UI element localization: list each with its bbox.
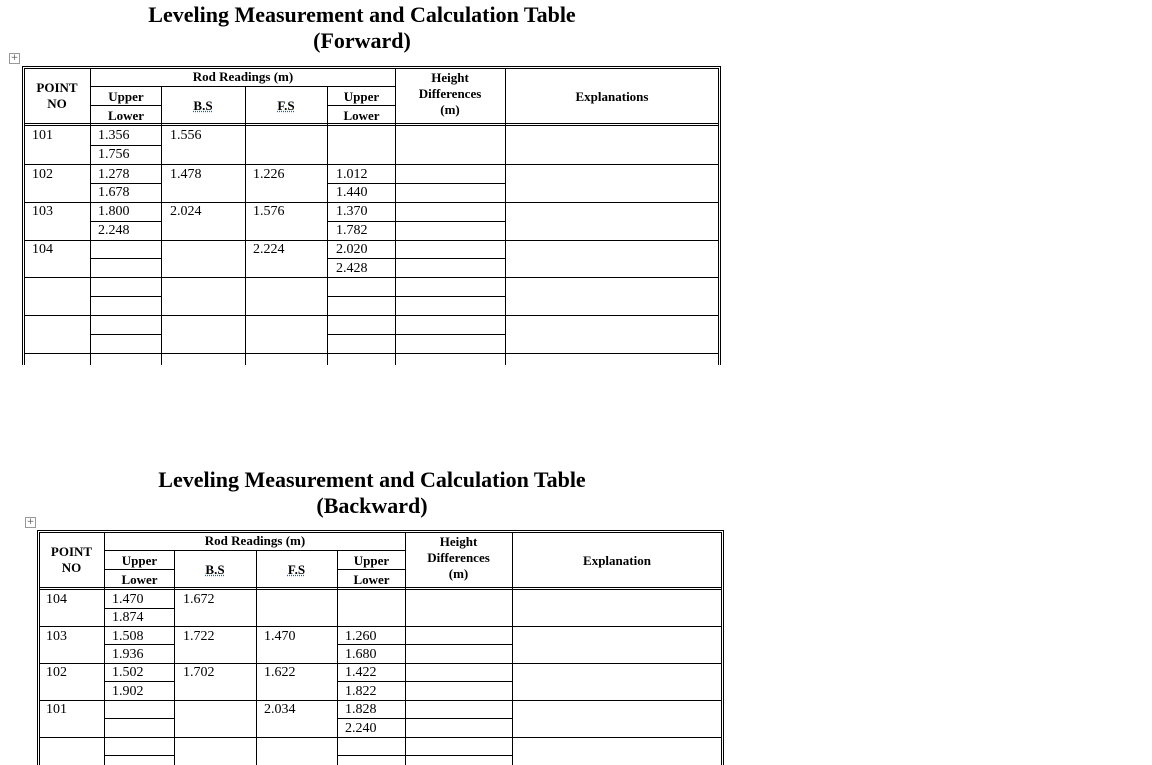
forward-title-line2: (Forward): [313, 28, 411, 53]
header-upper-left: Upper: [108, 89, 144, 104]
cell-upper-left: 1.502: [112, 665, 144, 680]
header-lower-right: Lower: [343, 108, 380, 123]
cell-fs: 2.034: [264, 702, 296, 717]
cell-upper-right: 1.370: [336, 204, 368, 219]
cell-upper-right: 1.828: [345, 702, 377, 717]
cell-bs: 1.672: [183, 592, 215, 607]
header-height-line2: Differences: [418, 86, 482, 101]
header-lower-left: Lower: [107, 108, 145, 123]
cell-lower-left: 1.936: [112, 647, 144, 662]
cell-lower-right: 1.782: [336, 223, 368, 238]
cell-lower-right: 2.428: [336, 261, 368, 276]
table-row-point: 103: [46, 629, 67, 644]
cell-upper-left: 1.800: [98, 204, 130, 219]
cell-upper-left: 1.278: [98, 167, 130, 182]
header-fs-label: F.S: [287, 562, 306, 577]
header-lower-left: Lower: [121, 572, 158, 587]
table-row-point: 102: [46, 665, 67, 680]
cell-upper-left: 1.470: [112, 592, 144, 607]
header-bs-label: B.S: [193, 98, 213, 113]
cell-lower-right: 1.822: [345, 684, 377, 699]
header-height-diff: [395, 70, 505, 118]
cell-bs: 1.722: [183, 629, 215, 644]
header-upper-right: Upper: [353, 553, 390, 568]
cell-fs: 1.470: [264, 629, 296, 644]
header-point-line1: POINT: [36, 80, 78, 95]
cell-upper-left: 1.508: [112, 629, 144, 644]
cell-upper-right: 2.020: [336, 242, 368, 257]
forward-title: [62, 2, 662, 54]
cell-fs: 1.622: [264, 665, 296, 680]
header-fs: [245, 98, 327, 114]
header-height-line2: Differences: [427, 550, 490, 565]
cell-upper-left: 1.356: [98, 128, 130, 143]
cell-upper-right: 1.012: [336, 167, 368, 182]
table-row-point: 104: [32, 242, 53, 257]
header-point-no: [24, 80, 90, 112]
forward-table: [0, 60, 740, 365]
cell-bs: 1.478: [170, 167, 202, 182]
header-fs: [256, 562, 337, 578]
cell-fs: 1.576: [253, 204, 285, 219]
cell-upper-right: 1.260: [345, 629, 377, 644]
cell-lower-left: 1.902: [112, 684, 144, 699]
cell-bs: 2.024: [170, 204, 202, 219]
backward-table: [0, 524, 740, 765]
header-lower-right: Lower: [353, 572, 390, 587]
table-row-point: 101: [32, 128, 53, 143]
header-explanations: Explanations: [575, 89, 649, 104]
header-upper-left: Upper: [121, 553, 158, 568]
cell-lower-right: 2.240: [345, 721, 377, 736]
header-height-line3: (m): [448, 566, 469, 581]
backward-title-line1: Leveling Measurement and Calculation Table: [158, 467, 586, 492]
table-row-point: 103: [32, 204, 53, 219]
move-cross-icon[interactable]: +: [10, 53, 19, 63]
cell-lower-left: 1.874: [112, 610, 144, 625]
cell-lower-right: 1.680: [345, 647, 377, 662]
cell-bs: 1.556: [170, 128, 202, 143]
header-height-line1: Height: [431, 70, 469, 85]
header-point-line1: POINT: [50, 544, 93, 559]
move-cross-icon[interactable]: +: [26, 517, 35, 527]
header-point-line2: NO: [47, 96, 67, 111]
header-upper-right: Upper: [343, 89, 380, 104]
header-fs-label: F.S: [277, 98, 295, 113]
header-height-diff: [405, 534, 512, 582]
header-bs: [174, 562, 256, 578]
cell-fs: 1.226: [253, 167, 285, 182]
table-row-point: 102: [32, 167, 53, 182]
cell-upper-right: 1.422: [345, 665, 377, 680]
table-row-point: 101: [46, 702, 67, 717]
cell-bs: 1.702: [183, 665, 215, 680]
header-point-no: [39, 544, 104, 576]
forward-title-line1: Leveling Measurement and Calculation Table: [148, 2, 576, 27]
cell-lower-right: 1.440: [336, 185, 368, 200]
header-bs: [161, 98, 245, 114]
backward-title: [72, 467, 672, 519]
header-bs-label: B.S: [205, 562, 225, 577]
header-rod-readings: Rod Readings (m): [204, 533, 306, 548]
backward-title-line2: (Backward): [316, 493, 428, 518]
cell-fs: 2.224: [253, 242, 285, 257]
cell-lower-left: 1.756: [98, 147, 130, 162]
header-explanations: Explanation: [583, 553, 651, 568]
cell-lower-left: 2.248: [98, 223, 130, 238]
cell-lower-left: 1.678: [98, 185, 130, 200]
header-rod-readings: Rod Readings (m): [192, 69, 294, 84]
table-row-point: 104: [46, 592, 67, 607]
header-height-line1: Height: [439, 534, 478, 549]
header-point-line2: NO: [61, 560, 82, 575]
header-height-line3: (m): [440, 102, 460, 117]
